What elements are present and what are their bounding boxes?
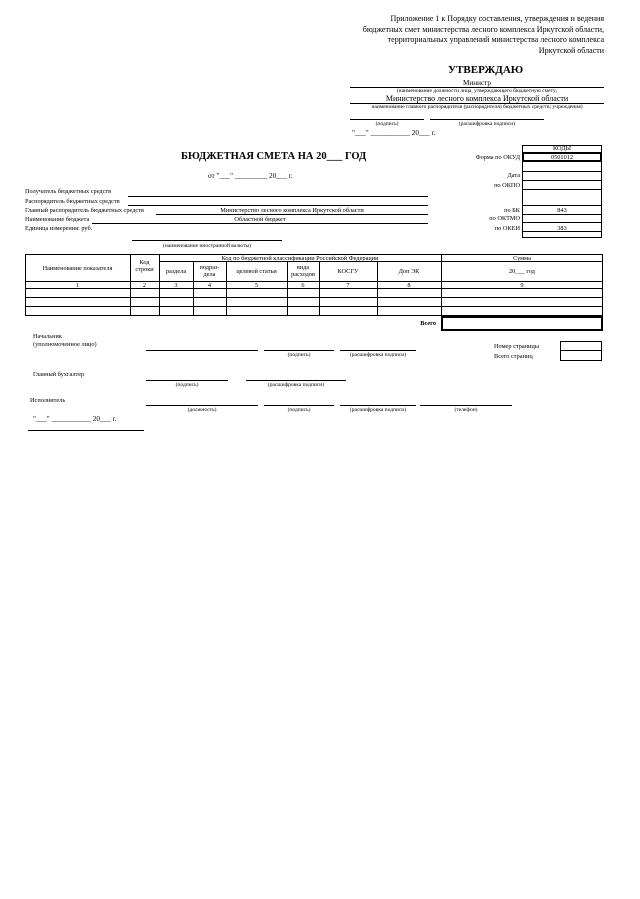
col-num-3: 3 bbox=[174, 282, 178, 289]
codes-row-line bbox=[522, 171, 602, 172]
col-num-2: 2 bbox=[142, 282, 147, 289]
budget-name-field[interactable] bbox=[92, 223, 428, 224]
bk-value: 843 bbox=[557, 207, 567, 214]
okud-value: 0501012 bbox=[550, 154, 574, 161]
codes-row-line bbox=[522, 189, 602, 190]
accountant-signature-line[interactable] bbox=[146, 380, 228, 381]
appendix-line-4: Иркутской области bbox=[538, 45, 604, 55]
distributor-label: Распорядитель бюджетных средств bbox=[25, 198, 120, 205]
executor-phone-caption: (телефон) bbox=[454, 407, 478, 413]
date-label: Дата bbox=[507, 172, 520, 179]
approve-title: УТВЕРЖДАЮ bbox=[448, 64, 524, 76]
col-expense-header bbox=[287, 264, 319, 278]
classification-header: Код по бюджетной классификации Российской Федерации bbox=[221, 255, 379, 262]
executor-label: Исполнитель bbox=[30, 397, 66, 404]
col-name-header: Наименование показателя bbox=[42, 265, 113, 272]
approve-signature-line bbox=[350, 119, 424, 120]
appendix-note bbox=[363, 14, 604, 56]
col-num-4: 4 bbox=[207, 282, 212, 289]
doc-date: от "___" _________ 20___ г. bbox=[208, 172, 293, 180]
oktmo-label: по ОКТМО bbox=[489, 215, 520, 222]
accountant-decoding-caption: (расшифровка подписи) bbox=[267, 382, 325, 388]
main-distributor-label: Главный распорядитель бюджетных средств bbox=[25, 207, 144, 214]
recipient-label: Получатель бюджетных средств bbox=[25, 188, 112, 195]
head-line2: (уполномоченное лицо) bbox=[33, 341, 97, 348]
total-box[interactable] bbox=[441, 316, 603, 331]
col-num-1: 1 bbox=[75, 282, 80, 289]
approve-position-caption: (наименование должности лица, утверждающего бюджетную смету; bbox=[396, 88, 558, 94]
approve-position: Министр bbox=[463, 79, 491, 87]
pages-box[interactable] bbox=[560, 341, 602, 361]
col-sum-year: 20___ год bbox=[509, 268, 535, 275]
head-decoding-line[interactable] bbox=[340, 350, 416, 351]
currency-caption: (наименование иностранной валюты) bbox=[163, 243, 251, 249]
approve-date: "___" ___________ 20___ г. bbox=[352, 129, 436, 137]
approve-org: Министерство лесного комплекса Иркутской области bbox=[385, 94, 569, 103]
doc-title: БЮДЖЕТНАЯ СМЕТА НА 20___ ГОД bbox=[181, 151, 367, 162]
head-decoding-caption: (расшифровка подписи) bbox=[349, 352, 407, 358]
col-code-line2: строки bbox=[135, 266, 154, 273]
col-num-7: 7 bbox=[346, 282, 350, 289]
okpo-label: по ОКПО bbox=[494, 182, 520, 189]
accountant-signature-caption: (подпись) bbox=[175, 382, 199, 388]
bk-label: по БК bbox=[504, 207, 520, 214]
budget-name-value: Областной бюджет bbox=[234, 216, 286, 223]
executor-signature-caption: (подпись) bbox=[287, 407, 311, 413]
approve-org-caption: наименование главного распорядителя (распорядителя) бюджетных средств; учреждения) bbox=[371, 104, 583, 110]
recipient-field[interactable] bbox=[128, 196, 428, 197]
total-label: Всего bbox=[420, 320, 436, 327]
unit-label: Единица измерения: руб. bbox=[25, 225, 93, 232]
col-code-header bbox=[130, 259, 159, 273]
table-h-line bbox=[25, 306, 603, 307]
col-subsection-line2: дела bbox=[203, 271, 216, 278]
col-dop-header: Доп ЭК bbox=[398, 268, 420, 275]
col-expense-line1: вида bbox=[296, 264, 310, 271]
head-position-line[interactable] bbox=[146, 350, 258, 351]
col-num-5: 5 bbox=[254, 282, 259, 289]
col-num-9: 9 bbox=[520, 282, 524, 289]
main-distributor-value: Министерство лесного комплекса Иркутской области bbox=[220, 207, 364, 214]
head-line1: Начальник bbox=[33, 333, 62, 340]
head-signature-caption: (подпись) bbox=[287, 352, 311, 358]
executor-date: "___" ___________ 20___ г. bbox=[33, 415, 117, 423]
appendix-line-3: территориальных управлений министерства лесного комплекса bbox=[387, 35, 604, 44]
accountant-label: Главный бухгалтер bbox=[33, 371, 85, 378]
executor-decoding-caption: (расшифровка подписи) bbox=[349, 407, 407, 413]
col-expense-line2: расходов bbox=[291, 271, 315, 278]
col-target-header: целевой статьи bbox=[236, 268, 277, 275]
codes-row-line bbox=[522, 205, 602, 206]
accountant-decoding-line[interactable] bbox=[246, 380, 346, 381]
main-distributor-field[interactable] bbox=[156, 214, 428, 215]
approve-signature-caption: (подпись) bbox=[375, 121, 399, 127]
approve-decoding-caption: (расшифровка подписи) bbox=[458, 121, 516, 127]
col-kosgu-header: КОСГУ bbox=[337, 268, 359, 275]
codes-row-line bbox=[522, 222, 602, 223]
total-pages-label: Всего страниц bbox=[494, 353, 533, 360]
distributor-field[interactable] bbox=[128, 205, 428, 206]
okei-value: 383 bbox=[557, 225, 567, 232]
pages-box-divider bbox=[560, 350, 602, 351]
col-num-6: 6 bbox=[301, 282, 305, 289]
executor-signature-line[interactable] bbox=[264, 405, 334, 406]
head-label bbox=[33, 333, 97, 349]
col-subsection-header bbox=[193, 264, 226, 278]
col-subsection-line1: подраз- bbox=[199, 264, 220, 271]
approve-decoding-line bbox=[430, 119, 544, 120]
okud-label: Форма по ОКУД bbox=[475, 154, 520, 161]
currency-field[interactable] bbox=[132, 240, 282, 241]
executor-phone-line[interactable] bbox=[420, 405, 512, 406]
date-underline bbox=[28, 430, 144, 431]
col-sum-header: Сумма bbox=[513, 255, 531, 262]
executor-position-caption: (должность) bbox=[187, 407, 217, 413]
codes-row-line bbox=[522, 180, 602, 181]
appendix-line-1: Приложение 1 к Порядку составления, утверждения и ведения bbox=[390, 14, 604, 23]
page-number-label: Номер страницы bbox=[494, 343, 539, 350]
table-h-line bbox=[25, 297, 603, 298]
head-signature-line[interactable] bbox=[264, 350, 334, 351]
executor-position-line[interactable] bbox=[146, 405, 258, 406]
budget-name-label: Наименование бюджета bbox=[25, 216, 90, 223]
codes-header: КОДЫ bbox=[552, 145, 572, 152]
executor-decoding-line[interactable] bbox=[340, 405, 416, 406]
appendix-line-2: бюджетных смет министерства лесного комплекса Иркутской области, bbox=[362, 24, 604, 34]
col-section-header: раздела bbox=[165, 268, 187, 275]
okei-label: по ОКЕИ bbox=[494, 225, 520, 232]
codes-row-line bbox=[522, 214, 602, 215]
col-num-8: 8 bbox=[407, 282, 411, 289]
col-code-line1: Код bbox=[139, 259, 150, 266]
